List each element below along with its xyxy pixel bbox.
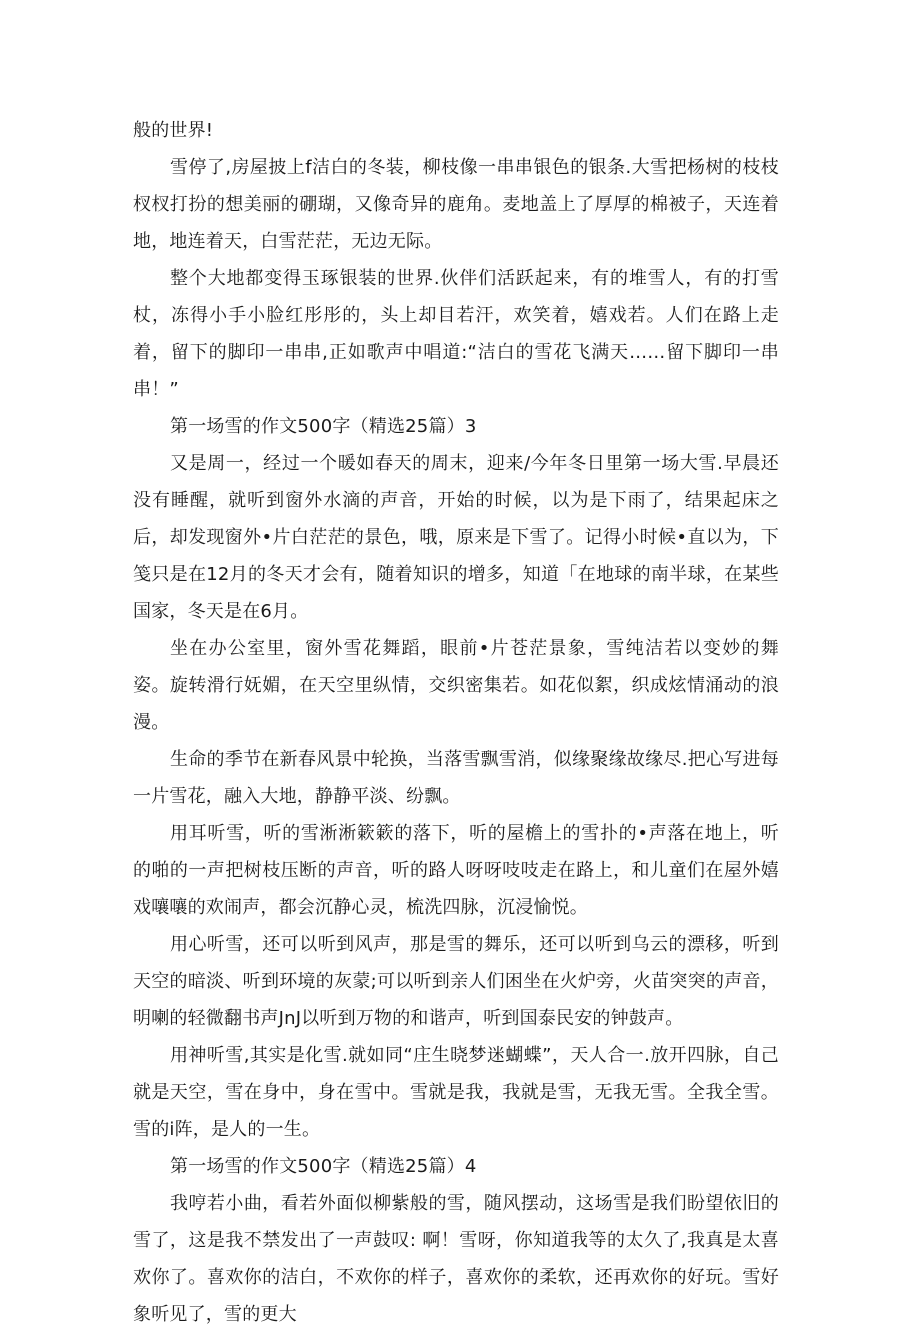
paragraph-1: 般的世界! [133, 120, 214, 141]
paragraph-8: 用心听雪，还可以听到风声，那是雪的舞乐，还可以听到乌云的漂移，听到天空的暗淡、听到环境的灰蒙;可以听到亲人们困坐在火炉旁，火苗突突的声音，明喇的轻微翻书声JnJ以听到万物的和谐声，听到国泰民安的钟鼓声。 [133, 934, 779, 1029]
paragraph-5: 坐在办公室里，窗外雪花舞蹈，眼前•片苍茫景象，雪纯洁若以变妙的舞姿。旋转滑行妩媚，在天空里纵情，交织密集若。如花似絮，织成炫情涌动的浪漫。 [133, 638, 779, 733]
paragraph-3: 整个大地都变得玉琢银装的世界.伙伴们活跃起来，有的堆雪人，有的打雪杖，冻得小手小脸红彤彤的，头上却目若汗，欢笑着，嬉戏若。人们在路上走着，留下的脚印一串串,正如歌声中唱道:“洁白的雪花飞满天……留下脚印一串串！” [133, 268, 779, 400]
section-heading-3: 第一场雪的作文500字（精选25篇）3 [170, 416, 477, 437]
paragraph-4: 又是周一，经过一个暖如春天的周末，迎来/今年冬日里第一场大雪.早晨还没有睡醒，就听到窗外水滴的声音，开始的时候，以为是下雨了，结果起床之后，却发现窗外•片白茫茫的景色，哦，原来是下雪了。记得小时候•直以为，下笺只是在12月的冬天才会有，随着知识的增多，知道「在地球的南半球，在某些国家，冬天是在6月。 [133, 453, 779, 622]
document-page [133, 112, 779, 1333]
paragraph-6: 生命的季节在新春风景中轮换，当落雪飘雪消，似缘聚缘故缘尽.把心写进每一片雪花，融入大地，静静平淡、纷飘。 [133, 749, 779, 807]
section-heading-4: 第一场雪的作文500字（精选25篇）4 [170, 1156, 477, 1177]
paragraph-2: 雪停了,房屋披上f洁白的冬装，柳枝像一串串银色的银条.大雪把杨树的枝枝杈杈打扮的想美丽的硼瑚，又像奇异的鹿角。麦地盖上了厚厚的棉被子，天连着地，地连着天，白雪茫茫，无边无际。 [133, 157, 779, 252]
paragraph-10: 我哼若小曲，看若外面似柳紫般的雪，随风摆动，这场雪是我们盼望依旧的雪了，这是我不禁发出了一声鼓叹: 啊！雪呀，你知道我等的太久了,我真是太喜欢你了。喜欢你的洁白，不欢你的样子，喜欢你的柔软，还再欢你的好玩。雪好象听见了，雪的更大 [133, 1193, 779, 1325]
paragraph-7: 用耳听雪，听的雪淅淅簌簌的落下，听的屋檐上的雪扑的•声落在地上，听的啪的一声把树枝压断的声音，听的路人呀呀吱吱走在路上，和儿童们在屋外嬉戏嚷嚷的欢闹声，都会沉静心灵，梳洗四脉，沉浸愉悦。 [133, 823, 779, 918]
paragraph-9: 用神听雪,其实是化雪.就如同“庄生晓梦迷蝴蝶”，天人合一.放开四脉，自己就是天空，雪在身中，身在雪中。雪就是我，我就是雪，无我无雪。全我全雪。雪的i阵，是人的一生。 [133, 1045, 779, 1140]
